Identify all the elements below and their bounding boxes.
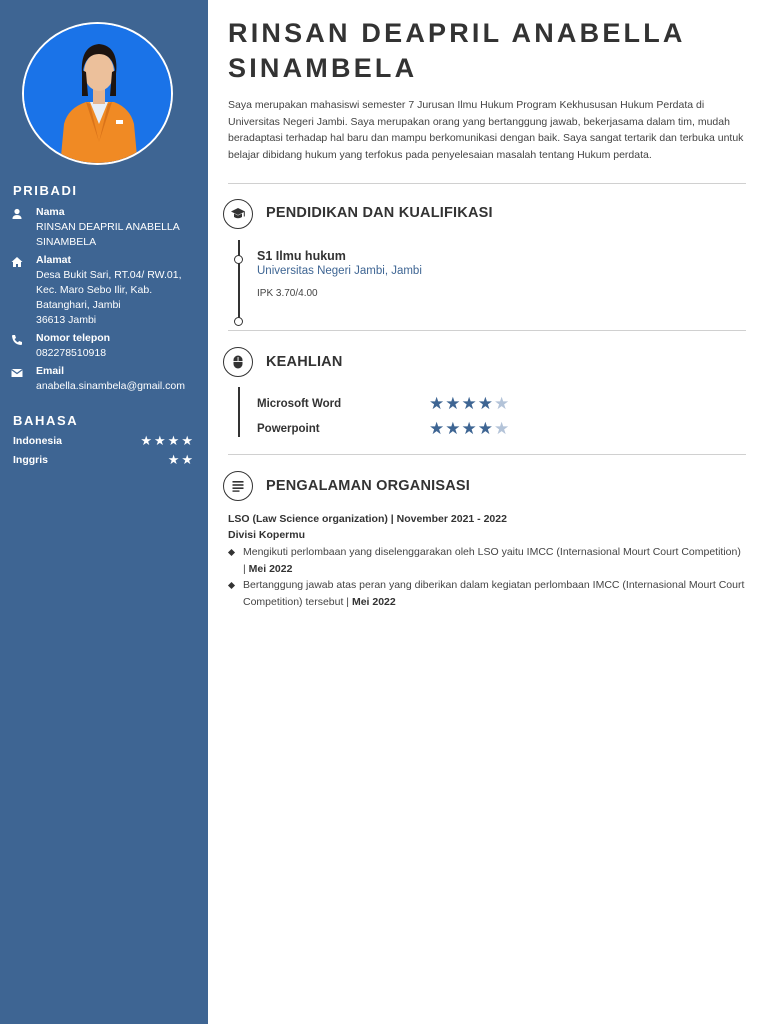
info-value-address: Desa Bukit Sari, RT.04/ RW.01, Kec. Maro Sebo Ilir, Kab. Batanghari, Jambi 36613 Jambi (36, 269, 182, 326)
person-icon (10, 207, 24, 221)
language-stars: ★★ (167, 452, 195, 467)
organization-bullet-list (228, 544, 746, 611)
info-label-name: Nama (36, 206, 65, 218)
skill-row (257, 396, 537, 414)
divider (228, 454, 746, 455)
bullet-text: Bertanggung jawab atas peran yang diberikan dalam kegiatan perlombaan IMCC (Internasional Mourt Court Competition) tersebut | (243, 579, 745, 609)
bullet-icon (228, 582, 235, 589)
info-value-email: anabella.sinambela@gmail.com (36, 380, 185, 392)
skill-row (257, 421, 537, 439)
language-name: Indonesia (13, 435, 63, 447)
info-label-email: Email (36, 365, 65, 377)
skill-rating-stars (429, 419, 510, 439)
main-content (208, 0, 768, 1024)
education-school: Universitas Negeri Jambi, Jambi (257, 265, 422, 277)
star-full: ★★★★ (429, 419, 494, 438)
star-empty: ★ (493, 394, 511, 413)
language-stars: ★★★★ (140, 433, 195, 448)
section-title-organization: PENGALAMAN ORGANISASI (266, 478, 470, 494)
mouse-icon (223, 347, 253, 377)
list-item (228, 577, 746, 610)
profile-photo (22, 22, 173, 165)
timeline-dot (234, 255, 243, 264)
info-label-phone: Nomor telepon (36, 332, 111, 344)
bullet-icon (228, 549, 235, 556)
list-item (228, 544, 746, 577)
education-degree: S1 Ilmu hukum (257, 249, 346, 263)
education-gpa: IPK 3.70/4.00 (257, 288, 318, 299)
star-full: ★★★★ (429, 394, 494, 413)
divider (228, 183, 746, 184)
info-value-name: RINSAN DEAPRIL ANABELLA SINAMBELA (36, 221, 180, 248)
skill-name: Powerpoint (257, 423, 320, 435)
sidebar (0, 0, 208, 1024)
info-address (10, 254, 200, 328)
organization-title: LSO (Law Science organization) | November 2021 - 2022 (228, 513, 507, 525)
profile-summary: Saya merupakan mahasiswi semester 7 Jurusan Ilmu Hukum Program Kekhususan Hukum Perdata di Universitas Negeri Jambi. Saya merupakan orang yang bertanggung jawab, bekerjasama dalam tim, mudah beradaptasi terhadap hal baru dan mampu berkomunikasi dengan baik. Saya sangat tertarik dan terbuka untuk belajar dibidang hukum yang terfokus pada penyelesaian masalah tentang Hukum perdata. (228, 99, 744, 162)
info-value-phone: 082278510918 (36, 347, 107, 359)
organization-division: Divisi Kopermu (228, 529, 306, 541)
bullet-date: Mei 2022 (351, 596, 396, 609)
language-row (13, 454, 195, 470)
list-icon (223, 471, 253, 501)
info-email (10, 365, 200, 393)
skill-rating-stars (429, 394, 510, 414)
profile-photo-image (24, 24, 173, 165)
section-title-education: PENDIDIKAN DAN KUALIFIKASI (266, 205, 493, 221)
bullet-date: Mei 2022 (248, 562, 293, 575)
bullet-text: Mengikuti perlombaan yang diselenggarakan oleh LSO yaitu IMCC (Internasional Mourt Court Competition) | (243, 546, 741, 575)
email-icon (10, 366, 24, 380)
personal-heading: PRIBADI (13, 183, 78, 198)
timeline-line (238, 240, 240, 321)
language-name: Inggris (13, 454, 49, 466)
timeline-line (238, 387, 240, 437)
divider (228, 330, 746, 331)
phone-icon (10, 333, 24, 347)
graduation-cap-icon (223, 199, 253, 229)
info-phone (10, 332, 200, 360)
section-title-skills: KEAHLIAN (266, 354, 343, 370)
language-heading: BAHASA (13, 413, 79, 428)
info-name (10, 206, 200, 248)
home-icon (10, 255, 24, 269)
skill-name: Microsoft Word (257, 398, 342, 410)
info-label-address: Alamat (36, 254, 72, 266)
language-row (13, 435, 195, 451)
page-title: RINSAN DEAPRIL ANABELLA SINAMBELA (228, 18, 685, 83)
star-empty: ★ (493, 419, 511, 438)
timeline-dot (234, 317, 243, 326)
